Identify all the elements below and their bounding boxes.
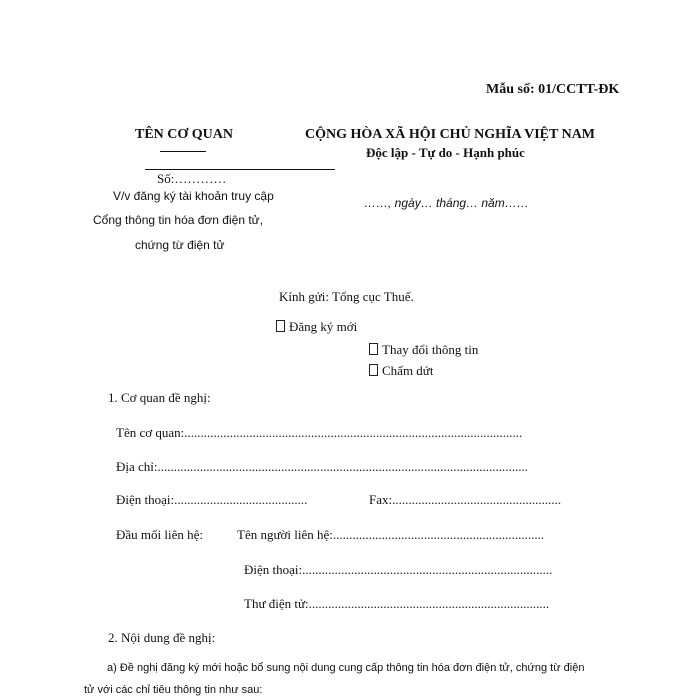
checkbox-icon[interactable] bbox=[369, 364, 378, 376]
document-number: Số:………… bbox=[157, 171, 227, 186]
motto-underline bbox=[145, 169, 335, 170]
section2-paragraph-a-line2: tử với các chỉ tiêu thông tin như sau: bbox=[84, 684, 263, 696]
section2-title: 2. Nội dung đề nghị: bbox=[108, 630, 216, 645]
phone-field[interactable]: Điện thoại:......................................... bbox=[116, 492, 308, 507]
agency-name-heading: TÊN CƠ QUAN bbox=[135, 127, 234, 142]
contact-email-field[interactable]: Thư điện tử:.......................................................................... bbox=[244, 596, 550, 611]
option-change-info[interactable] bbox=[369, 342, 478, 358]
subject-line-3: chứng từ điện tử bbox=[135, 238, 225, 252]
contact-phone-field[interactable]: Điện thoại:............................................................................. bbox=[244, 562, 553, 577]
country-name: CỘNG HÒA XÃ HỘI CHỦ NGHĨA VIỆT NAM bbox=[305, 127, 596, 142]
contact-name-field[interactable]: Tên người liên hệ:................................................................. bbox=[237, 527, 545, 542]
date-line: ……, ngày… tháng… năm…… bbox=[364, 196, 529, 210]
option-terminate[interactable] bbox=[369, 363, 433, 379]
option-register-new-label: Đăng ký mới bbox=[289, 319, 358, 334]
agency-name-field[interactable]: Tên cơ quan:........................................................................................................ bbox=[116, 425, 523, 440]
option-change-info-label: Thay đổi thông tin bbox=[382, 342, 479, 357]
checkbox-icon[interactable] bbox=[369, 343, 378, 355]
national-motto: Độc lập - Tự do - Hạnh phúc bbox=[366, 145, 525, 160]
checkbox-icon[interactable] bbox=[276, 320, 285, 332]
section2-paragraph-a-line1: a) Đề nghị đăng ký mới hoặc bổ sung nội dung cung cấp thông tin hóa đơn điện tử, chứng từ điện bbox=[107, 662, 585, 674]
address-field[interactable]: Địa chỉ:.................................................................................................................. bbox=[116, 459, 529, 474]
section1-title: 1. Cơ quan đề nghị: bbox=[108, 390, 211, 405]
option-terminate-label: Chấm dứt bbox=[382, 363, 434, 378]
fax-field[interactable]: Fax:.................................................... bbox=[369, 492, 562, 507]
option-register-new[interactable] bbox=[276, 319, 357, 335]
recipient-line: Kính gửi: Tổng cục Thuế. bbox=[279, 289, 414, 304]
agency-underline bbox=[160, 151, 206, 152]
form-code: Mẫu số: 01/CCTT-ĐK bbox=[486, 82, 620, 97]
subject-line-1: V/v đăng ký tài khoản truy cập bbox=[113, 189, 274, 203]
subject-line-2: Cổng thông tin hóa đơn điện tử, bbox=[93, 213, 264, 227]
contact-label: Đầu mối liên hệ: bbox=[116, 527, 204, 542]
